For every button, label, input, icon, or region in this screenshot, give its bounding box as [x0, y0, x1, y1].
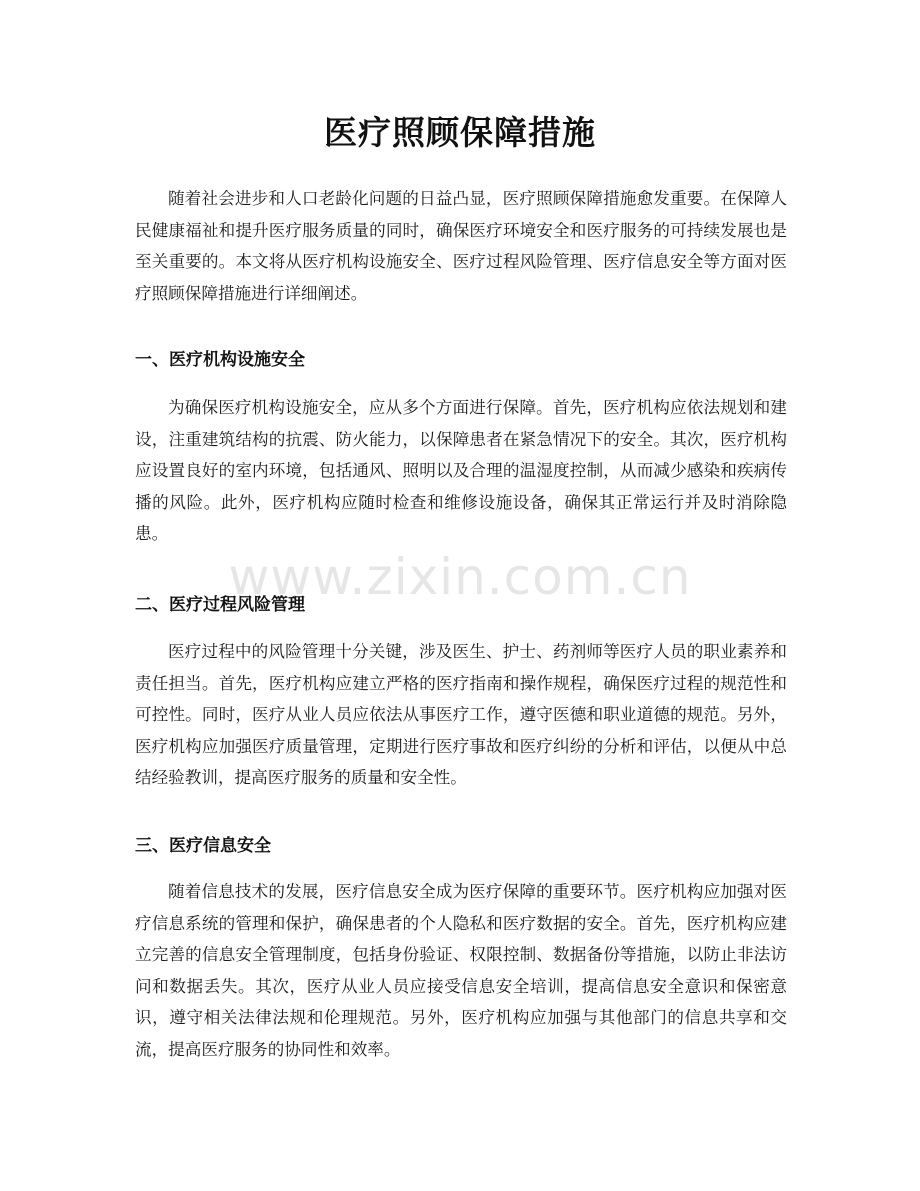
section-body-information-security: 随着信息技术的发展，医疗信息安全成为医疗保障的重要环节。医疗机构应加强对医疗信息系统的管理和保护，确保患者的个人隐私和医疗数据的安全。首先，医疗机构应建立完善的信息安全管理制度，包括身份验证、权限控制、数据备份等措施，以防止非法访问和数据丢失。其次，医疗从业人员应接受信息安全培训，提高信息安全意识和保密意识，遵守相关法律法规和伦理规范。另外，医疗机构应加强与其他部门的信息共享和交流，提高医疗服务的协同性和效率。: [135, 882, 787, 1059]
watermark: www.zixin.com.cn: [228, 548, 692, 606]
section-heading-information-security: 三、医疗信息安全: [135, 836, 271, 856]
intro-paragraph: 随着社会进步和人口老龄化问题的日益凸显，医疗照顾保障措施愈发重要。在保障人民健康福祉和提升医疗服务质量的同时，确保医疗环境安全和医疗服务的可持续发展也是至关重要的。本文将从医疗机构设施安全、医疗过程风险管理、医疗信息安全等方面对医疗照顾保障措施进行详细阐述。: [135, 189, 787, 303]
section-heading-process-risk: 二、医疗过程风险管理: [135, 595, 305, 615]
document-title: 医疗照顾保障措施: [324, 113, 596, 152]
section-body-process-risk: 医疗过程中的风险管理十分关键，涉及医生、护士、药剂师等医疗人员的职业素养和责任担当。首先，医疗机构应建立严格的医疗指南和操作规程，确保医疗过程的规范性和可控性。同时，医疗从业人员应依法从事医疗工作，遵守医德和职业道德的规范。另外，医疗机构应加强医疗质量管理，定期进行医疗事故和医疗纠纷的分析和评估，以便从中总结经验教训，提高医疗服务的质量和安全性。: [135, 642, 787, 788]
section-body-facility-safety: 为确保医疗机构设施安全，应从多个方面进行保障。首先，医疗机构应依法规划和建设，注重建筑结构的抗震、防火能力，以保障患者在紧急情况下的安全。其次，医疗机构应设置良好的室内环境，包括通风、照明以及合理的温湿度控制，从而减少感染和疾病传播的风险。此外，医疗机构应随时检查和维修设施设备，确保其正常运行并及时消除隐患。: [135, 398, 787, 544]
section-heading-facility-safety: 一、医疗机构设施安全: [135, 350, 305, 370]
